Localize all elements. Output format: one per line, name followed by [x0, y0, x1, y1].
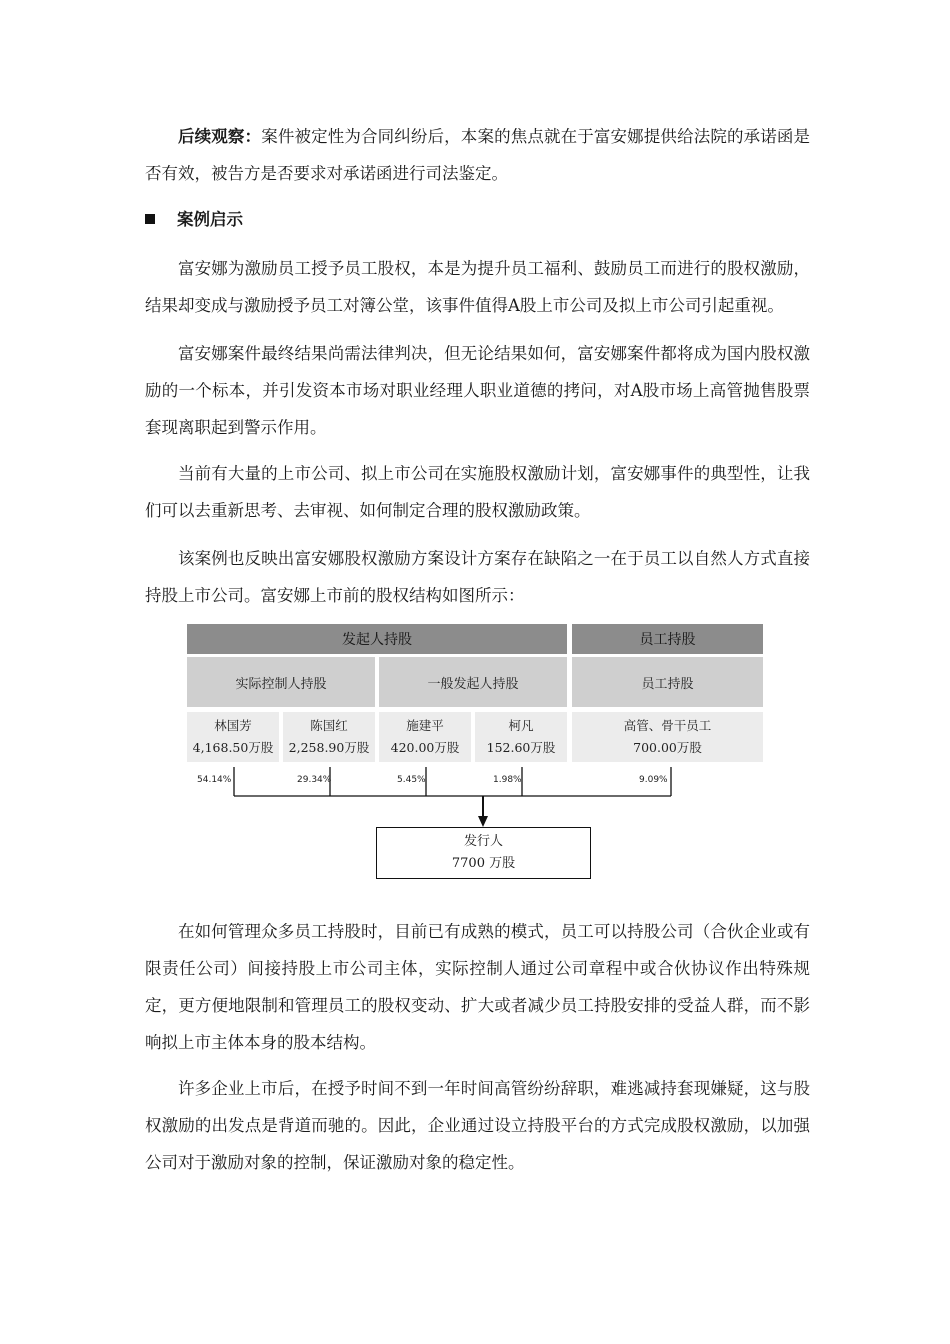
arrow-down-icon [478, 816, 488, 827]
holder-3-shares: 420.00万股 [390, 740, 460, 755]
square-bullet-icon [145, 214, 155, 224]
observation-text: 案件被定性为合同纠纷后，本案的焦点就在于富安娜提供给法院的承诺函是否有效，被告方是否要求对承诺函进行司法鉴定。 [145, 127, 811, 183]
paragraph-1: 富安娜为激励员工授予员工股权，本是为提升员工福利、鼓励员工而进行的股权激励，结果却变成与激励授予员工对簿公堂，该事件值得A股上市公司及拟上市公司引起重视。 [145, 259, 810, 315]
holder-2-name: 陈国红 [310, 718, 348, 733]
issuer-name: 发行人 [463, 834, 503, 849]
shareholding-diagram [187, 624, 767, 886]
subheader-employee-shares: 员工持股 [572, 657, 763, 707]
pct-holder-5: 9.09% [639, 775, 668, 785]
subheader-controllers: 实际控制人持股 [187, 657, 375, 707]
pct-holder-4: 1.98% [493, 775, 522, 785]
header-founders: 发起人持股 [187, 624, 567, 654]
holder-5-name: 高管、骨干员工 [623, 718, 712, 733]
holder-3-name: 施建平 [406, 718, 444, 733]
section-heading [145, 205, 243, 235]
section-title: 案例启示 [177, 210, 243, 229]
header-employees: 员工持股 [572, 624, 763, 654]
issuer-box [376, 827, 591, 879]
paragraph-5: 在如何管理众多员工持股时，目前已有成熟的模式，员工可以持股公司（合伙企业或有限责任公司）间接持股上市公司主体，实际控制人通过公司章程中或合伙协议作出特殊规定，更方便地限制和管理员工的股权变动、扩大或者减少员工持股安排的受益人群，而不影响拟上市主体本身的股本结构。 [145, 922, 810, 1052]
observation-paragraph [145, 118, 810, 192]
pct-holder-1: 54.14% [197, 775, 232, 785]
holder-1-name: 林国芳 [214, 718, 252, 733]
holder-2-shares: 2,258.90万股 [288, 740, 370, 755]
pct-holder-3: 5.45% [397, 775, 426, 785]
paragraph-4: 该案例也反映出富安娜股权激励方案设计方案存在缺陷之一在于员工以自然人方式直接持股上市公司。富安娜上市前的股权结构如图所示： [145, 549, 810, 605]
observation-label: 后续观察： [178, 127, 262, 146]
subheader-general-founders: 一般发起人持股 [379, 657, 567, 707]
holder-1-shares: 4,168.50万股 [192, 740, 274, 755]
pct-holder-2: 29.34% [297, 775, 332, 785]
paragraph-3: 当前有大量的上市公司、拟上市公司在实施股权激励计划，富安娜事件的典型性，让我们可以去重新思考、去审视、如何制定合理的股权激励政策。 [145, 464, 810, 520]
issuer-shares: 7700 万股 [451, 856, 516, 871]
holder-4-name: 柯凡 [508, 718, 534, 733]
holder-5-shares: 700.00万股 [633, 740, 702, 755]
paragraph-6: 许多企业上市后，在授予时间不到一年时间高管纷纷辞职，难逃减持套现嫌疑，这与股权激励的出发点是背道而驰的。因此，企业通过设立持股平台的方式完成股权激励，以加强公司对于激励对象的控制，保证激励对象的稳定性。 [145, 1079, 810, 1172]
paragraph-2: 富安娜案件最终结果尚需法律判决，但无论结果如何，富安娜案件都将成为国内股权激励的一个标本，并引发资本市场对职业经理人职业道德的拷问，对A股市场上高管抛售股票套现离职起到警示作用。 [145, 344, 810, 437]
holder-4-shares: 152.60万股 [486, 740, 556, 755]
